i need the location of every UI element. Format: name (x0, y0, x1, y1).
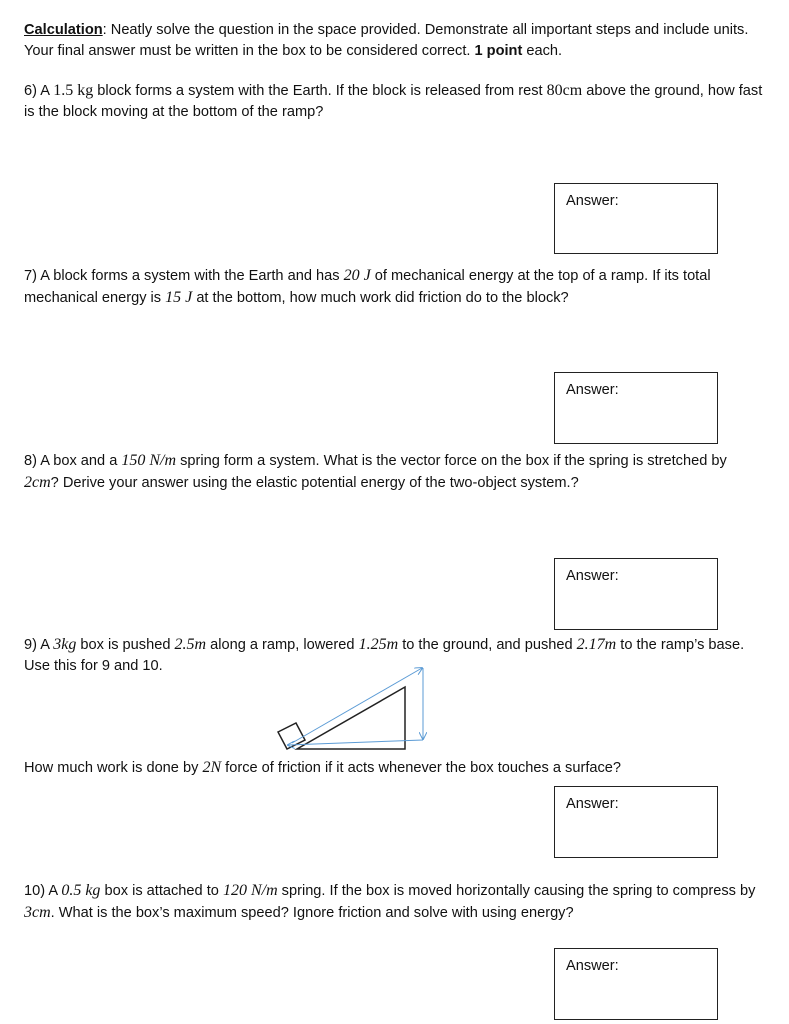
points-label: 1 point (474, 43, 523, 59)
question-8: 8) A box and a 150 N/m spring form a system. What is the vector force on the box if the spring is stretched by 2cm? Derive your answer using the elastic potential energy of the two-object system.? (24, 452, 727, 491)
answer-box-8[interactable] (554, 558, 718, 630)
answer-label: Answer: (566, 193, 619, 209)
answer-box-10[interactable] (554, 948, 718, 1020)
question-7: 7) A block forms a system with the Earth and has 20 J of mechanical energy at the top of a ramp. If its total mechanical energy is 15 J at the bottom, how much work did friction do to the block? (24, 267, 711, 306)
instructions: Calculation: Neatly solve the question in the space provided. Demonstrate all important steps and include units. Your final answer must be written in the box to be considered correct. 1 point each. (24, 22, 749, 59)
push-up-ramp-arrow (292, 668, 422, 743)
question-9-subquestion: How much work is done by 2N force of friction if it acts whenever the box touches a surface? (24, 759, 622, 776)
question-9: 9) A 3kg box is pushed 2.5m along a ramp, lowered 1.25m to the ground, and pushed 2.17m to the ramp’s base. Use this for 9 and 10. (24, 636, 745, 674)
answer-label: Answer: (566, 382, 619, 398)
instructions-heading: Calculation (24, 22, 103, 38)
answer-box-6[interactable] (554, 183, 718, 254)
ramp-triangle (297, 687, 405, 749)
question-6: 6) A 1.5 kg block forms a system with the Earth. If the block is released from rest 80cm above the ground, how fast is the block moving at the bottom of the ramp? (24, 82, 763, 120)
answer-label: Answer: (566, 958, 619, 974)
answer-label: Answer: (566, 568, 619, 584)
answer-box-7[interactable] (554, 372, 718, 444)
answer-box-9[interactable] (554, 786, 718, 858)
ramp-diagram (270, 660, 440, 755)
question-10: 10) A 0.5 kg box is attached to 120 N/m spring. If the box is moved horizontally causing the spring to compress by 3cm. What is the box’s maximum speed? Ignore friction and solve with using energy? (24, 882, 756, 921)
answer-label: Answer: (566, 796, 619, 812)
